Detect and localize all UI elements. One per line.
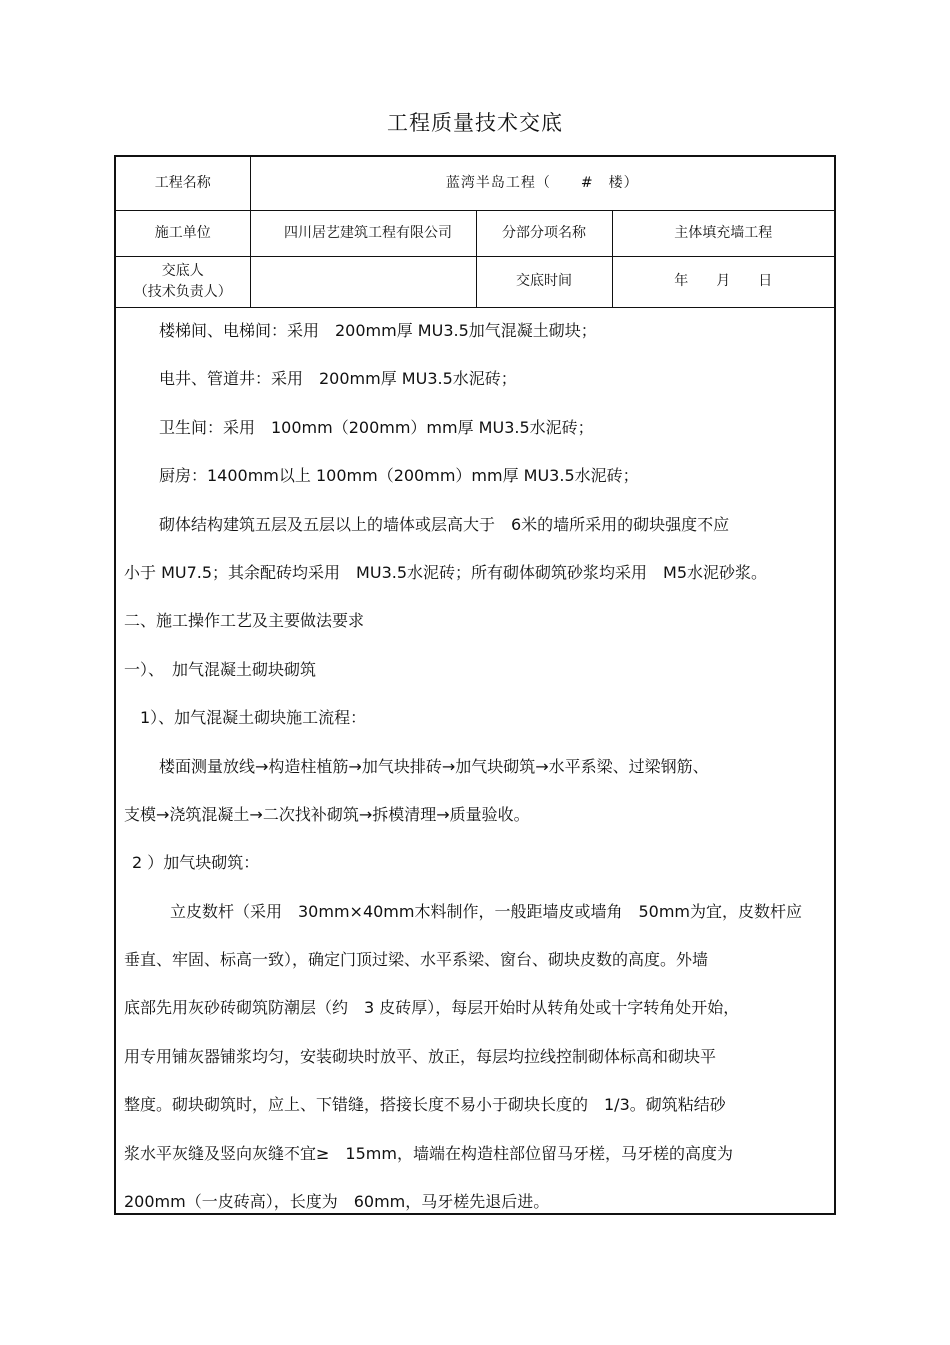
briefing-form <box>114 155 836 1215</box>
body-line: 浆水平灰缝及竖向灰缝不宜≥ 15mm，墙端在构造柱部位留马牙槎，马牙槎的高度为 <box>124 1143 733 1163</box>
header-row-briefer <box>116 256 834 307</box>
construction-unit-label: 施工单位 <box>116 210 250 256</box>
item-heading: 2 ）加气块砌筑： <box>132 853 260 873</box>
briefer-value <box>250 256 476 307</box>
subproject-value: 主体填充墙工程 <box>612 210 834 256</box>
body-line: 用专用铺灰器铺浆均匀，安装砌块时放平、放正，每层均拉线控制砌体标高和砌块平 <box>124 1046 717 1066</box>
body-line: 电井、管道井：采用 200mm厚 MU3.5水泥砖； <box>159 369 517 389</box>
header-table <box>116 157 834 308</box>
body-line: 卫生间：采用 100mm（200mm）mm厚 MU3.5水泥砖； <box>159 417 594 437</box>
body-line: 砌体结构建筑五层及五层以上的墙体或层高大于 6米的墙所采用的砌块强度不应 <box>159 514 730 534</box>
brief-time-label: 交底时间 <box>476 256 612 307</box>
briefer-label-line1: 交底人 <box>161 262 204 279</box>
brief-time-value: 年 月 日 <box>612 256 834 307</box>
body-line: 立皮数杆（采用 30mm×40mm木料制作，一般距墙皮或墙角 50mm为宜，皮数杆应 <box>170 901 803 921</box>
body-line: 楼梯间、电梯间：采用 200mm厚 MU3.5加气混凝土砌块； <box>159 321 597 340</box>
header-row-project <box>116 157 834 210</box>
body-line: 小于 MU7.5；其余配砖均采用 MU3.5水泥砖；所有砌体砌筑砂浆均采用 M5水泥砂浆。 <box>124 562 767 582</box>
body-line: 垂直、牢固、标高一致），确定门顶过梁、水平系梁、窗台、砌块皮数的高度。外墙 <box>124 950 709 970</box>
body-line: 底部先用灰砂砖砌筑防潮层（约 3 皮砖厚），每层开始时从转角处或十字转角处开始， <box>124 998 740 1018</box>
body-line: 支模→浇筑混凝土→二次找补砌筑→拆模清理→质量验收。 <box>124 804 530 824</box>
header-row-unit <box>116 210 834 256</box>
section-heading: 二、施工操作工艺及主要做法要求 <box>124 611 365 631</box>
construction-unit-value: 四川居艺建筑工程有限公司 <box>250 210 476 256</box>
project-name-value: 蓝湾半岛工程（ # 楼） <box>250 157 834 210</box>
subsection-heading: 一）、 加气混凝土砌块砌筑 <box>124 659 317 679</box>
item-heading: 1）、加气混凝土砌块施工流程： <box>140 708 367 728</box>
body-line: 200mm（一皮砖高），长度为 60mm，马牙槎先退后进。 <box>124 1192 550 1212</box>
body-line: 厨房：1400mm以上 100mm（200mm）mm厚 MU3.5水泥砖； <box>159 466 639 486</box>
body-line: 楼面测量放线→构造柱植筋→加气块排砖→加气块砌筑→水平系梁、过梁钢筋、 <box>159 756 709 776</box>
project-name-label: 工程名称 <box>116 157 250 210</box>
body-line: 整度。砌块砌筑时，应上、下错缝，搭接长度不易小于砌块长度的 1/3。砌筑粘结砂 <box>124 1095 726 1115</box>
briefer-label <box>116 256 250 307</box>
briefing-content <box>116 307 834 1226</box>
briefer-label-line2: （技术负责人） <box>133 283 232 300</box>
subproject-label: 分部分项名称 <box>476 210 612 256</box>
page-title: 工程质量技术交底 <box>387 111 563 135</box>
